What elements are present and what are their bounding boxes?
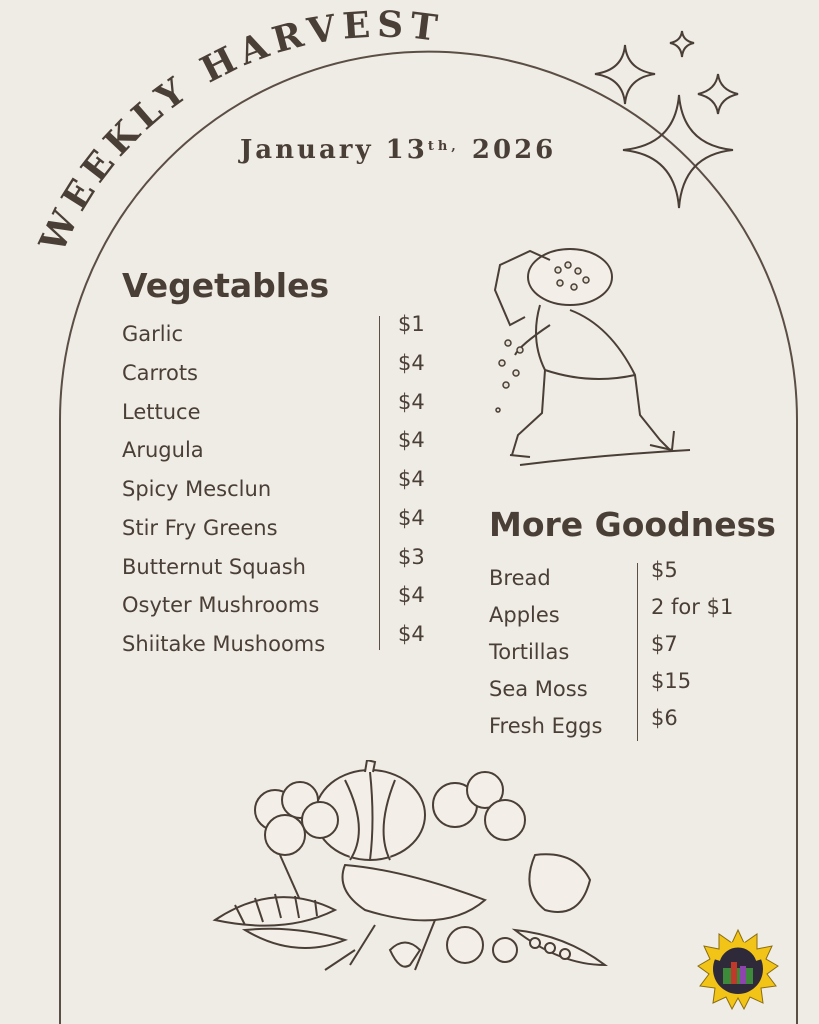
item-price: $4 bbox=[398, 350, 425, 375]
farmer-sowing-illustration bbox=[490, 245, 705, 470]
vegetable-pile-illustration bbox=[205, 760, 615, 985]
list-item bbox=[489, 632, 789, 677]
list-item bbox=[122, 622, 442, 671]
vegetables-heading: Vegetables bbox=[122, 266, 330, 305]
item-name: Osyter Mushrooms bbox=[122, 593, 320, 618]
list-item bbox=[122, 544, 442, 594]
more-goodness-heading: More Goodness bbox=[489, 505, 776, 544]
list-item bbox=[489, 706, 789, 751]
item-name: Apples bbox=[489, 603, 560, 627]
item-price: $4 bbox=[398, 389, 425, 414]
item-name: Stir Fry Greens bbox=[122, 515, 278, 540]
list-item bbox=[122, 350, 442, 400]
item-price: 2 for $1 bbox=[651, 595, 734, 619]
item-price: $5 bbox=[651, 558, 678, 582]
item-name: Spicy Mesclun bbox=[122, 477, 272, 501]
item-name: Sea Moss bbox=[489, 677, 588, 701]
item-price: $1 bbox=[398, 312, 425, 336]
item-price: $4 bbox=[398, 467, 425, 491]
list-item bbox=[122, 312, 442, 361]
item-name: Arugula bbox=[122, 438, 204, 463]
list-item bbox=[489, 595, 789, 640]
item-price: $4 bbox=[398, 583, 425, 608]
item-price: $4 bbox=[398, 505, 425, 530]
item-name: Tortillas bbox=[489, 640, 570, 664]
item-name: Fresh Eggs bbox=[489, 714, 603, 738]
list-item bbox=[489, 669, 789, 714]
item-price: $4 bbox=[398, 428, 425, 453]
item-name: Garlic bbox=[122, 322, 183, 346]
item-name: Bread bbox=[489, 566, 551, 590]
item-price: $6 bbox=[651, 706, 678, 730]
list-item bbox=[122, 467, 442, 516]
item-name: Lettuce bbox=[122, 399, 201, 424]
more-goodness-list bbox=[489, 558, 789, 751]
list-item bbox=[122, 389, 442, 439]
item-price: $3 bbox=[398, 544, 425, 569]
weekly-harvest-title: WEEKLY HARVEST bbox=[31, 3, 446, 259]
item-name: Shiitake Mushooms bbox=[122, 632, 326, 656]
list-item bbox=[122, 583, 442, 632]
list-item bbox=[122, 505, 442, 555]
vegetables-list bbox=[122, 312, 442, 671]
item-name: Butternut Squash bbox=[122, 554, 306, 579]
sparkle-stars-icon bbox=[595, 31, 738, 208]
item-name: Carrots bbox=[122, 360, 198, 385]
list-item bbox=[489, 558, 789, 603]
harvest-date: January $13^{th,}$ 2026 bbox=[240, 135, 557, 165]
lets-grow-akron-logo-icon bbox=[697, 928, 779, 1010]
item-price: $4 bbox=[398, 622, 425, 646]
list-item bbox=[122, 428, 442, 477]
item-price: $7 bbox=[651, 632, 678, 656]
item-price: $15 bbox=[651, 669, 692, 693]
